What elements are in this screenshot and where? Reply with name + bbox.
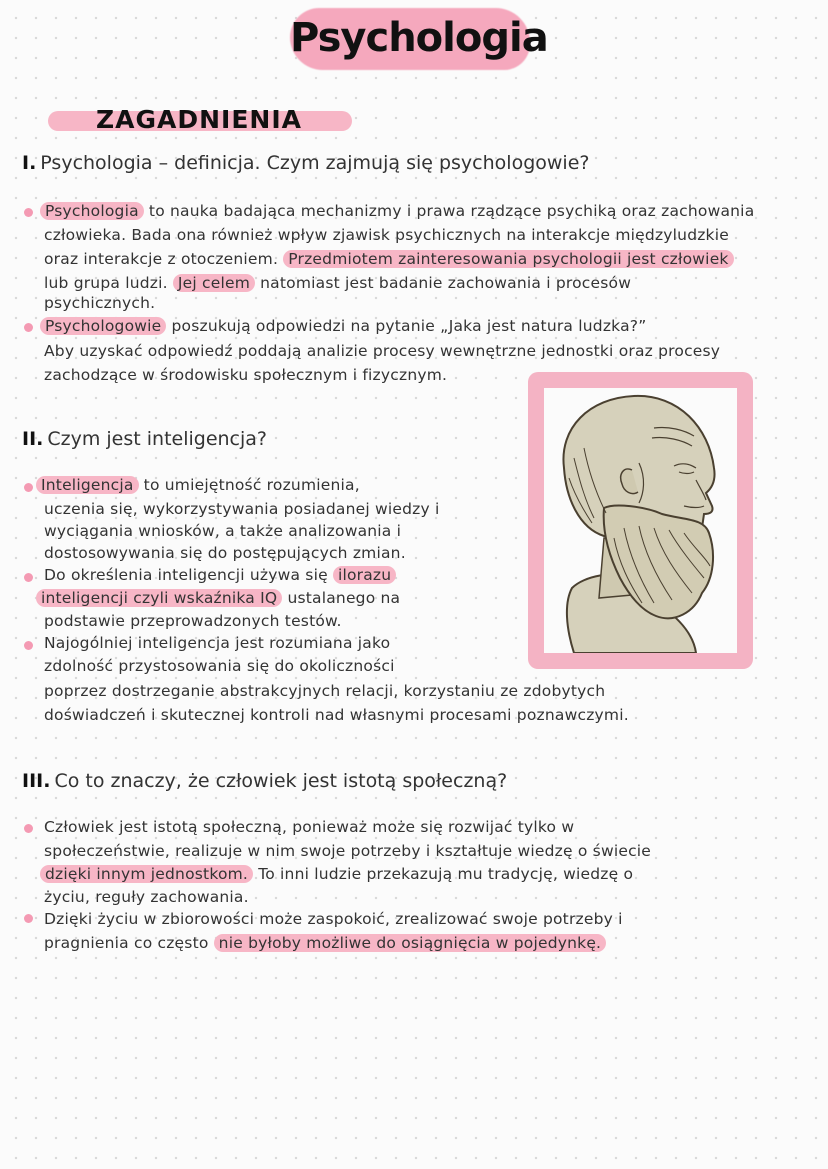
text-line: zachodzące w środowisku społecznym i fizycznym.: [44, 366, 448, 384]
section-3-heading: [22, 770, 507, 792]
highlight: Jej celem: [173, 274, 255, 292]
text-line: uczenia się, wykorzystywania posiadanej wiedzy i: [44, 500, 440, 518]
highlight: Psychologowie: [40, 317, 166, 335]
bullet-dot: [24, 914, 33, 923]
highlight: nie byłoby możliwe do osiągnięcia w pojedynkę.: [214, 934, 607, 952]
section-2-title: Czym jest inteligencja?: [47, 428, 268, 450]
text-line: Aby uzyskać odpowiedź poddają analizie procesy wewnętrzne jednostki oraz procesy: [44, 342, 721, 360]
highlight: Inteligencja: [36, 476, 139, 494]
text-line: Człowiek jest istotą społeczną, ponieważ może się rozwijać tylko w: [44, 818, 575, 836]
text-line: lub grupa ludzi. Jej celem natomiast jest badanie zachowania i procesów: [44, 274, 632, 292]
bullet-dot: [24, 573, 33, 582]
highlight: ilorazu: [333, 566, 396, 584]
text-line: Najogólniej inteligencja jest rozumiana jako: [44, 634, 391, 652]
bullet-dot: [24, 323, 33, 332]
highlight: Przedmiotem zainteresowania psychologii jest człowiek: [283, 250, 733, 268]
text-line: poprzez dostrzeganie abstrakcyjnych relacji, korzystaniu ze zdobytych: [44, 682, 606, 700]
bullet-dot: [24, 208, 33, 217]
text-line: pragnienia co często nie byłoby możliwe do osiągnięcia w pojedynkę.: [44, 934, 606, 952]
highlight: inteligencji czyli wskaźnika IQ: [36, 589, 282, 607]
text-line: inteligencji czyli wskaźnika IQ ustalanego na: [36, 589, 400, 607]
text-line: psychicznych.: [44, 294, 156, 312]
text-line: doświadczeń i skutecznej kontroli nad własnymi procesami poznawczymi.: [44, 706, 629, 724]
text-line: życiu, reguły zachowania.: [44, 888, 249, 906]
text-line: wyciągania wniosków, a także analizowania i: [44, 522, 402, 540]
bullet-dot: [24, 641, 33, 650]
section-2-number: II.: [22, 428, 44, 450]
text-line: człowieka. Bada ona również wpływ zjawisk psychicznych na interakcje międzyludzkie: [44, 226, 729, 244]
section-1-title: Psychologia – definicja. Czym zajmują się psychologowie?: [40, 152, 590, 174]
section-3-title: Co to znaczy, że człowiek jest istotą społeczną?: [54, 770, 508, 792]
philosopher-bust-image: [544, 388, 737, 653]
section-1-heading: [22, 152, 589, 174]
text-line: Inteligencja to umiejętność rozumienia,: [36, 476, 360, 494]
highlight: dzięki innym jednostkom.: [40, 865, 253, 883]
text-line: oraz interakcje z otoczeniem. Przedmiotem zainteresowania psychologii jest człowiek: [44, 250, 734, 268]
bullet-dot: [24, 483, 33, 492]
text-line: Psychologia to nauka badająca mechanizmy i prawa rządzące psychiką oraz zachowania: [40, 202, 754, 220]
title-block: [290, 2, 548, 74]
text-line: podstawie przeprowadzonych testów.: [44, 612, 342, 630]
highlight: Psychologia: [40, 202, 144, 220]
subtitle: ZAGADNIENIA: [96, 105, 302, 134]
portrait-background: [544, 388, 737, 653]
text-line: społeczeństwie, realizuje w nim swoje potrzeby i kształtuje wiedzę o świecie: [44, 842, 652, 860]
text-line: Dzięki życiu w zbiorowości może zaspokoić, zrealizować swoje potrzeby i: [44, 910, 623, 928]
text-line: dzięki innym jednostkom. To inni ludzie przekazują mu tradycję, wiedzę o: [40, 865, 633, 883]
subtitle-block: [48, 103, 352, 137]
section-2-heading: [22, 428, 267, 450]
section-3-number: III.: [22, 770, 51, 792]
text-line: dostosowywania się do postępujących zmian.: [44, 544, 406, 562]
bullet-dot: [24, 824, 33, 833]
text-line: Psychologowie poszukują odpowiedzi na pytanie „Jaka jest natura ludzka?”: [40, 317, 646, 335]
section-1-number: I.: [22, 152, 37, 174]
text-line: zdolność przystosowania się do okoliczności: [44, 657, 395, 675]
page-title: Psychologia: [290, 15, 548, 61]
text-line: Do określenia inteligencji używa się ilorazu: [44, 566, 396, 584]
portrait-frame: [528, 372, 753, 669]
